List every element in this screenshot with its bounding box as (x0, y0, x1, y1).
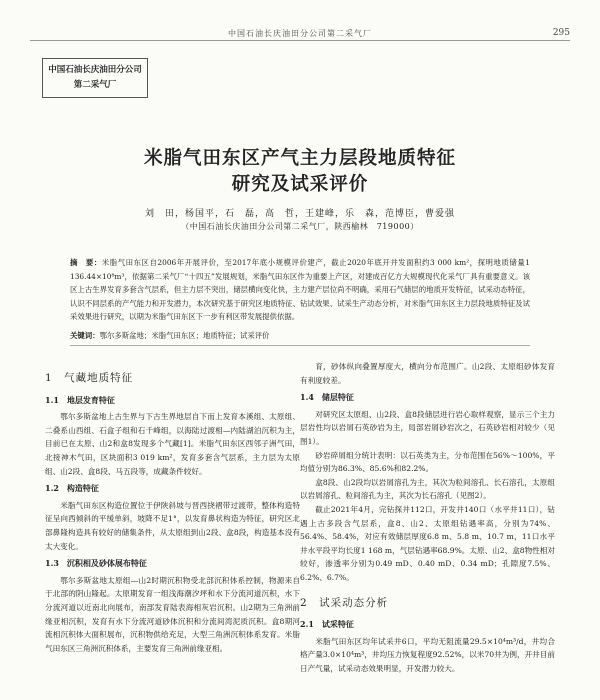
article-title-line-2: 研究及试采评价 (231, 174, 369, 195)
subsection-1-2-heading: 1.2 构造特征 (45, 483, 99, 494)
paragraph: 砂岩碎屑组分统计表明：以石英类为主，分布范围在56%～100%，平均值分别为86.3%、85.6%和82.2%。 (300, 450, 555, 474)
paragraph: 对研究区太原组、山2段、盒8段储层进行岩心取样观察，显示三个主力层岩性均以岩屑石英砂岩为主，局部岩屑砂岩次之，石英砂岩相对较少（见图1）。 (300, 409, 555, 446)
page-number: 295 (552, 28, 570, 38)
header-rule (30, 40, 570, 41)
stamp-line-1: 中国石油长庆油田分公司 (48, 65, 142, 75)
keywords (70, 330, 530, 342)
subsection-1-4-heading: 1.4 储层特征 (300, 392, 354, 403)
abstract-text: 米脂气田东区自2006年开展评价，至2017年底小规模评价建产，截止2020年底开井发面积约3 000 km²，探明地质储量1 136.44×10⁸m³，依据第二采气厂“十四五”发展规划，米脂气田东区作为重要上产区，对建成百亿方大规模现代化采气厂具有重要意义。该区上古生界发育多套含气层系，但主力层不突出，储层横向变化快，主力建产层位尚不明确，采用石气储层的地质开发特征，试采动态特征，认识不同层系的产气能力和开发潜力，本次研究基于研究区地质特征、钻试效果、试采生产动态分析，对米脂气田东区主力层段地质特征及试采效果进行研究，以期为米脂气田东区下一步有利区带发展提供依据。 (70, 258, 530, 322)
running-header (30, 28, 570, 40)
subsection-1-3-heading: 1.3 沉积相及砂体展布特征 (45, 558, 147, 569)
authors: 刘 田，杨国平，石 磊，高 哲，王建峰，乐 森，范博臣，曹爱强 (144, 209, 455, 219)
article-title-line-1: 米脂气田东区产气主力层段地质特征 (143, 148, 456, 169)
section-2-heading: 2 试采动态分析 (300, 596, 389, 609)
running-title: 中国石油长庆油田分公司第二采气厂 (228, 29, 372, 38)
abstract (70, 256, 530, 324)
abstract-label: 摘 要： (70, 258, 102, 267)
section-1-heading: 1 气藏地质特征 (45, 372, 134, 384)
paragraph: 米脂气田东区构造位置位于伊陕斜坡与晋西挠褶带过渡带，整体构造特征呈向西倾斜的平缓单斜，坡降不足1°，以发育鼻状构造为特征，研究区北部鼻隆构造具有较好的储集条件，从太原组到山2段、盒8段，构造基本没有太大变化。 (45, 500, 300, 551)
subsection-1-1-heading: 1.1 地层发育特征 (45, 394, 115, 405)
paragraph: 盒8段、山2段均以岩屑溶孔为主，其次为粒间溶孔、长石溶孔，太原组以岩屑溶孔、粒间溶孔为主，其次为长石溶孔（见图2）。 (300, 477, 555, 501)
paragraph-continued: 育，砂体纵向叠置厚度大，横向分布范围广。山2段、太原组砂体发育有利度较差。 (300, 362, 555, 385)
subsection-2-1-heading: 2.1 试采特征 (300, 619, 354, 630)
paragraph: 米脂气田东区均年试采井6口，平均无阻流量29.5×10⁴m³/d，井均合格产量3.0×10⁴m³，井均压力恢复程度92.52%，以米70井为例，开井目前日产气量，试采动态效果明显，开发潜力较大。 (300, 636, 555, 673)
keywords-label: 关键词： (70, 331, 100, 340)
left-column (45, 360, 300, 655)
affiliation-stamp (42, 58, 148, 98)
paragraph: 鄂尔多斯盆地太原组—山2时期沉积物受北部沉积体系控制，物源来自于北部的阴山隆起。太原期发育一组浅海潮汐坪和水下分流河道沉积，水下分流河道以近南北向展布，南部发育陆表海相灰岩沉积。山2期为三角洲前缘亚相沉积，发育有水下分流河道砂体沉积和分流间湾泥质沉积。盒8期河流相沉积体大面积展布，沉积物供给充足，大型三角洲沉积体系发育。米脂气田东区三角洲沉积体系，主要发育三角洲前缘亚相。 (45, 575, 300, 653)
affiliation: （中国石油长庆油田分公司第二采气厂，陕西榆林 719000） (181, 222, 419, 231)
abstract-divider (70, 345, 530, 346)
paragraph: 截止2021年4月，完钻探井112口，开发井140口（水平井11口），钻遇上古多段含气层系，盒8、山2、太原组钻遇率高，分别为74%、56.4%、58.4%，对应有效储层厚度6.8 m、5.8 m、10.7 m，11口水平井水平段平均长度1 168 m，气层钻遇率68.9%。太原、山2、盒8物性相对较好，渗透率分别为0.49 mD、0.40 mD、0.34 mD；孔隙度7.5%、6.2%、6.7%。 (300, 504, 555, 582)
paragraph: 鄂尔多斯盆地上古生界与下古生界地层自下而上发育本溪组、太原组、二叠系山西组、石盒子组和石千峰组，以海陆过渡相—内陆湖泊沉积为主，目前已在太原、山2和盒8发现多个气藏[1]。米脂气田东区西邻子洲气田，北接神木气田，区块面积3 019 km²，发育多套含气层系，主力层为太原组、山2段、盒8段、马五段等，成藏条件较好。 (45, 412, 300, 476)
keywords-text: 鄂尔多斯盆地；米脂气田东区；地质特征；试采评价 (99, 331, 270, 340)
stamp-line-2: 第二采气厂 (73, 80, 117, 90)
right-column (300, 360, 555, 675)
